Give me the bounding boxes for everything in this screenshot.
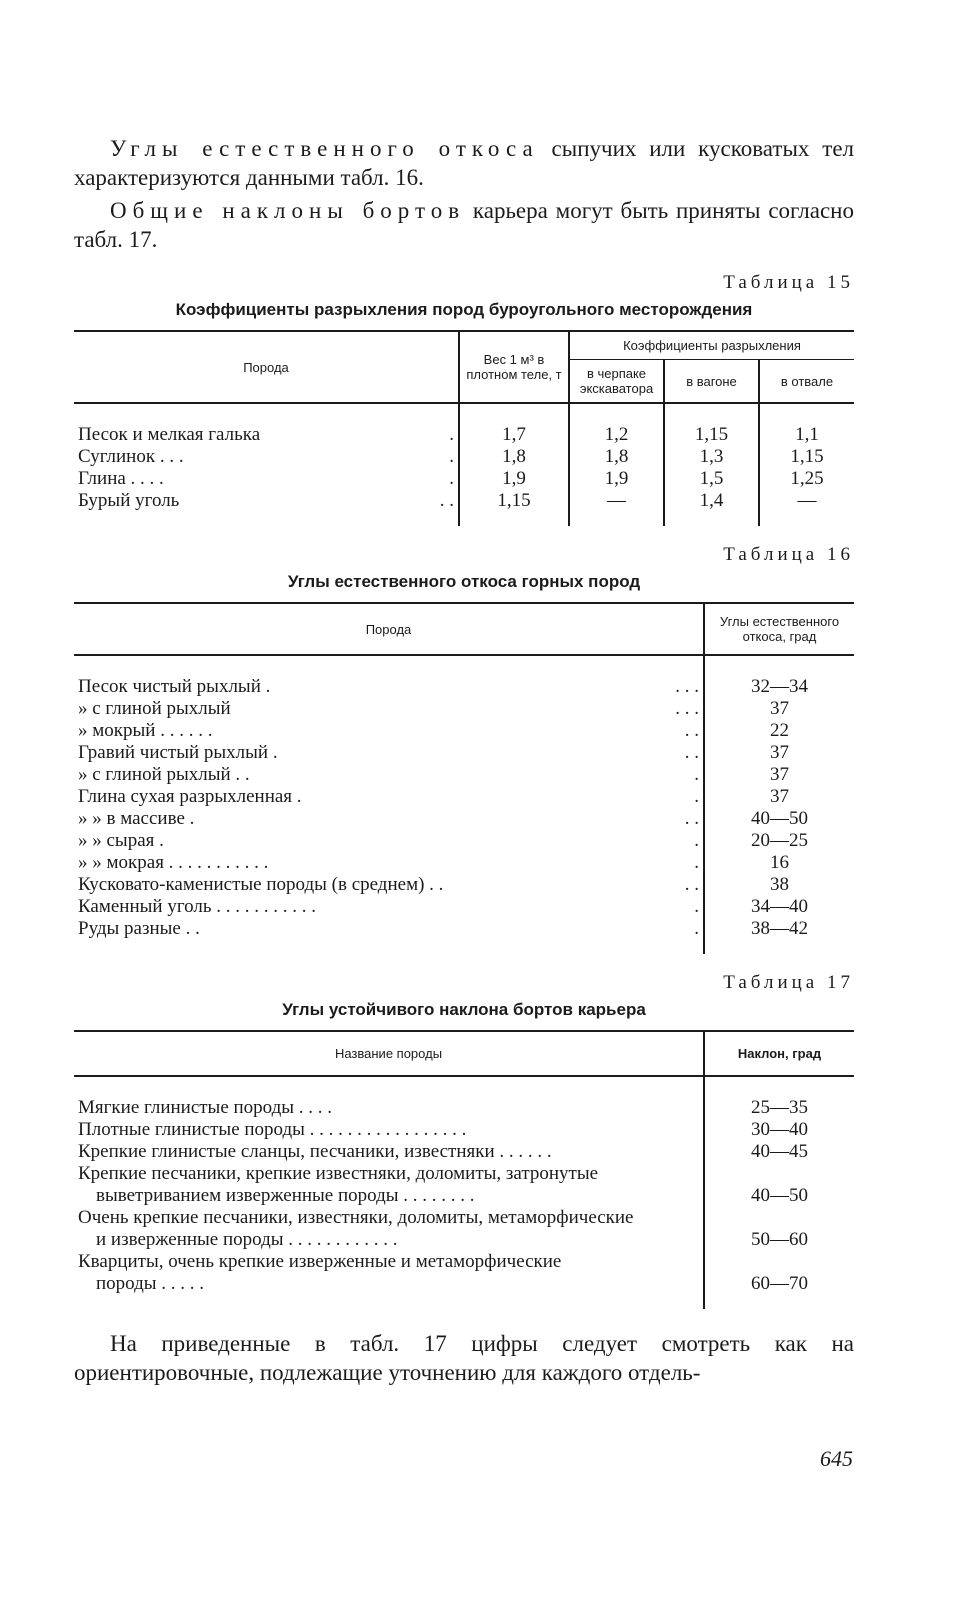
table16: [74, 602, 854, 954]
cell-slope: 50—60: [704, 1207, 854, 1251]
table16-header-angle: Углы естественного откоса, град: [704, 603, 854, 655]
closing-paragraph: На приведенные в табл. 17 цифры следует смотреть как на ориентировочные, подлежащие уточнению для каждого отдель-: [74, 1331, 854, 1385]
row-name: Мягкие глинистые породы . . . .: [78, 1097, 333, 1118]
intro-p2-text: карьера могут быть приняты согласно табл. 17.: [74, 198, 854, 252]
table-row: [74, 698, 854, 720]
row-name: Кусковато-каменистые породы (в среднем) . .: [78, 874, 444, 895]
table17-header-rock: Название породы: [74, 1031, 704, 1076]
row-name: » с глиной рыхлый: [78, 698, 231, 719]
intro-p1-spaced: Углы естественного откоса: [110, 136, 539, 161]
table-row: [74, 1163, 854, 1207]
table-row: [74, 742, 854, 764]
table-row: [74, 764, 854, 786]
table-row: [74, 1207, 854, 1251]
cell-wagon: 1,3: [664, 446, 759, 468]
table-row: [74, 1141, 854, 1163]
cell-slope: 40—45: [704, 1141, 854, 1163]
row-leader: .: [694, 896, 699, 917]
intro-p2-spaced: Общие наклоны бортов: [110, 198, 466, 223]
table-row: [74, 1251, 854, 1309]
cell-angle: 37: [704, 698, 854, 720]
cell-angle: 40—50: [704, 808, 854, 830]
table-row: [74, 490, 854, 526]
row-name: » » сырая .: [78, 830, 164, 851]
cell-angle: 20—25: [704, 830, 854, 852]
row-name: Суглинок . . .: [78, 446, 184, 467]
cell-angle: 37: [704, 786, 854, 808]
row-name: Каменный уголь . . . . . . . . . . .: [78, 896, 317, 917]
cell-dump: 1,1: [759, 403, 854, 446]
table-row: [74, 403, 854, 446]
table-row: [74, 808, 854, 830]
row-name: Глина . . . .: [78, 468, 164, 489]
page-content: [74, 134, 854, 1387]
row-name: » с глиной рыхлый . .: [78, 764, 250, 785]
cell-wagon: 1,15: [664, 403, 759, 446]
table-row: [74, 786, 854, 808]
row-leader: .: [694, 764, 699, 785]
table-row: [74, 830, 854, 852]
cell-bucket: 1,2: [569, 403, 664, 446]
cell-angle: 38: [704, 874, 854, 896]
intro-p1-text: сыпучих или кусковатых тел характеризуются данными табл. 16.: [74, 136, 855, 190]
table-row: [74, 655, 854, 698]
cell-angle: 32—34: [704, 655, 854, 698]
row-leader: . .: [439, 490, 454, 511]
table15-header-dump: в отвале: [759, 360, 854, 404]
cell-weight: 1,7: [459, 403, 569, 446]
table-row: [74, 896, 854, 918]
table-row: [74, 720, 854, 742]
table-row: [74, 446, 854, 468]
cell-angle: 16: [704, 852, 854, 874]
table17-header-slope: Наклон, град: [704, 1031, 854, 1076]
row-leader: .: [694, 918, 699, 939]
cell-angle: 34—40: [704, 896, 854, 918]
row-name: Плотные глинистые породы . . . . . . . . . . . . . . . . .: [78, 1119, 467, 1140]
table15: [74, 330, 854, 526]
row-leader: . . .: [675, 698, 699, 719]
row-name: Крепкие песчаники, крепкие известняки, доломиты, затронутые: [78, 1163, 599, 1184]
row-name: Кварциты, очень крепкие изверженные и метаморфические: [78, 1251, 562, 1272]
row-name: » » в массиве .: [78, 808, 195, 829]
row-name-continued: и изверженные породы . . . . . . . . . . . .: [96, 1229, 398, 1250]
cell-angle: 22: [704, 720, 854, 742]
row-leader: .: [694, 786, 699, 807]
page-number: 645: [820, 1446, 853, 1471]
table15-title: Коэффициенты разрыхления пород буроугольного месторождения: [175, 300, 753, 319]
row-leader: . .: [684, 808, 699, 829]
row-leader: .: [449, 446, 454, 467]
table-row: [74, 852, 854, 874]
table17-title: Углы устойчивого наклона бортов карьера: [282, 1000, 646, 1019]
table-row: [74, 1076, 854, 1119]
row-name: Глина сухая разрыхленная .: [78, 786, 302, 807]
table15-header-rock: Порода: [74, 331, 459, 403]
table15-label: Таблица 15: [723, 272, 854, 293]
cell-weight: 1,8: [459, 446, 569, 468]
cell-bucket: —: [569, 490, 664, 526]
row-name: Очень крепкие песчаники, известняки, доломиты, метаморфические: [78, 1207, 634, 1228]
cell-dump: 1,25: [759, 468, 854, 490]
table16-title: Углы естественного откоса горных пород: [287, 572, 641, 591]
row-leader: . .: [684, 742, 699, 763]
row-name: » мокрый . . . . . .: [78, 720, 213, 741]
cell-wagon: 1,5: [664, 468, 759, 490]
row-name: Бурый уголь: [78, 490, 180, 511]
row-name: Песок и мелкая галька: [78, 424, 261, 445]
cell-angle: 37: [704, 742, 854, 764]
row-leader: .: [694, 830, 699, 851]
table-row: [74, 874, 854, 896]
table15-header-wagon: в вагоне: [664, 360, 759, 404]
row-name-continued: выветриванием изверженные породы . . . . . . . .: [96, 1185, 475, 1206]
row-name: Руды разные . .: [78, 918, 200, 939]
table16-label: Таблица 16: [723, 544, 854, 565]
table-row: [74, 1119, 854, 1141]
row-name: Песок чистый рыхлый .: [78, 676, 271, 697]
row-leader: . . .: [675, 676, 699, 697]
intro-paragraph-1: [74, 134, 854, 192]
row-name: » » мокрая . . . . . . . . . . .: [78, 852, 269, 873]
row-name: Гравий чистый рыхлый .: [78, 742, 278, 763]
row-name-continued: породы . . . . .: [96, 1273, 205, 1294]
table16-header-rock: Порода: [74, 603, 704, 655]
row-leader: .: [449, 424, 454, 445]
cell-dump: 1,15: [759, 446, 854, 468]
cell-weight: 1,15: [459, 490, 569, 526]
table15-header-weight: Вес 1 м³ в плотном теле, т: [459, 331, 569, 403]
table-row: [74, 468, 854, 490]
cell-slope: 40—50: [704, 1163, 854, 1207]
table17: [74, 1030, 854, 1309]
cell-angle: 38—42: [704, 918, 854, 954]
row-name: Крепкие глинистые сланцы, песчаники, известняки . . . . . .: [78, 1141, 552, 1162]
cell-slope: 60—70: [704, 1251, 854, 1309]
cell-wagon: 1,4: [664, 490, 759, 526]
cell-bucket: 1,8: [569, 446, 664, 468]
cell-weight: 1,9: [459, 468, 569, 490]
table-row: [74, 918, 854, 954]
cell-slope: 30—40: [704, 1119, 854, 1141]
table15-header-coef-group: Коэффициенты разрыхления: [569, 331, 854, 360]
cell-angle: 37: [704, 764, 854, 786]
cell-slope: 25—35: [704, 1076, 854, 1119]
cell-bucket: 1,9: [569, 468, 664, 490]
table15-header-bucket: в черпаке экскаватора: [569, 360, 664, 404]
table17-label: Таблица 17: [723, 972, 854, 993]
row-leader: . .: [684, 874, 699, 895]
row-leader: .: [694, 852, 699, 873]
intro-paragraph-2: [74, 196, 854, 254]
row-leader: .: [449, 468, 454, 489]
row-leader: . .: [684, 720, 699, 741]
cell-dump: —: [759, 490, 854, 526]
